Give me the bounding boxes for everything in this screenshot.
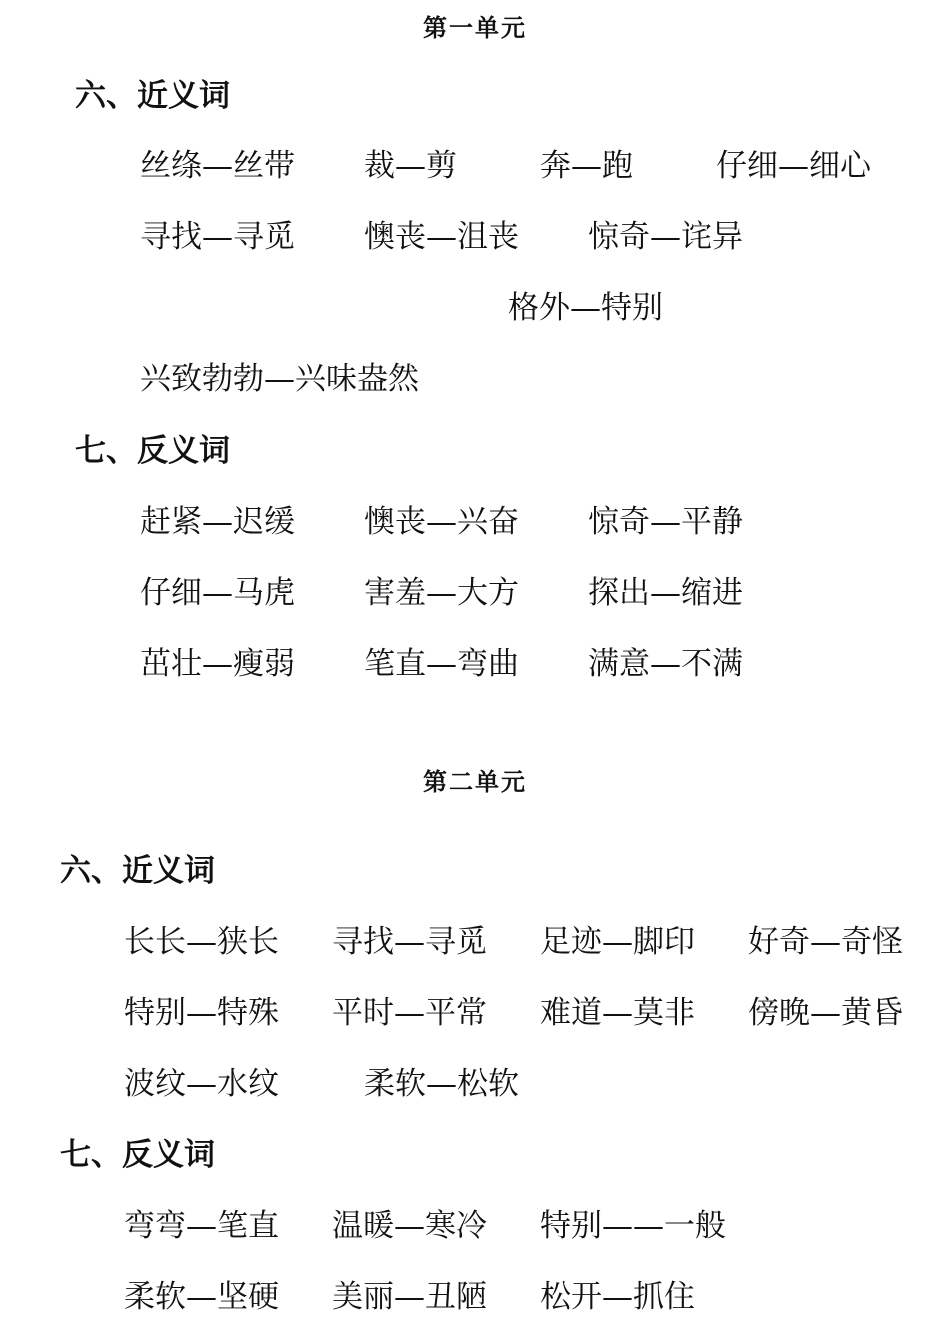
unit-2-synonym-pair: 寻找—寻觅 (332, 924, 487, 960)
unit-1-antonym-pair: 赶紧—迟缓 (140, 504, 295, 540)
unit-2-antonym-pair: 特别——一般 (540, 1208, 726, 1244)
unit-1-synonym-pair: 惊奇—诧异 (588, 219, 743, 255)
unit-2-synonyms-heading: 六、近义词 (60, 853, 215, 889)
unit-1-antonym-pair: 满意—不满 (588, 646, 743, 682)
unit-1-synonym-pair: 丝绦—丝带 (140, 148, 295, 184)
unit-2-antonym-pair: 松开—抓住 (540, 1279, 695, 1315)
unit-2-antonyms-heading: 七、反义词 (60, 1137, 215, 1173)
unit-2-synonym-pair: 特别—特殊 (124, 995, 279, 1031)
unit-1-antonym-pair: 害羞—大方 (364, 575, 519, 611)
unit-2-synonym-pair: 好奇—奇怪 (748, 924, 903, 960)
unit-1-antonym-pair: 笔直—弯曲 (364, 646, 519, 682)
unit-2-synonym-pair: 难道—莫非 (540, 995, 695, 1031)
unit-1-synonym-pair: 寻找—寻觅 (140, 219, 295, 255)
unit-1-title: 第一单元 (423, 13, 527, 42)
unit-1-antonym-pair: 惊奇—平静 (588, 504, 743, 540)
unit-1-synonyms-heading: 六、近义词 (75, 78, 230, 114)
unit-1-synonym-pair: 兴致勃勃—兴味盎然 (140, 361, 419, 397)
unit-1-antonym-pair: 仔细—马虎 (140, 575, 295, 611)
unit-2-synonym-pair: 波纹—水纹 (124, 1066, 279, 1102)
unit-2-antonym-pair: 柔软—坚硬 (124, 1279, 279, 1315)
unit-2-synonym-pair: 柔软—松软 (364, 1066, 519, 1102)
unit-2-antonym-pair: 美丽—丑陋 (332, 1279, 487, 1315)
unit-2-synonym-pair: 足迹—脚印 (540, 924, 695, 960)
unit-1-synonym-pair: 懊丧—沮丧 (364, 219, 519, 255)
unit-2-synonym-pair: 长长—狭长 (124, 924, 279, 960)
unit-1-synonym-pair: 格外—特别 (508, 290, 663, 326)
unit-2-antonym-pair: 弯弯—笔直 (124, 1208, 279, 1244)
unit-1-antonym-pair: 懊丧—兴奋 (364, 504, 519, 540)
unit-1-antonym-pair: 茁壮—瘦弱 (140, 646, 295, 682)
unit-2-synonym-pair: 平时—平常 (332, 995, 487, 1031)
unit-2-antonym-pair: 温暖—寒冷 (332, 1208, 487, 1244)
unit-2-synonym-pair: 傍晚—黄昏 (748, 995, 903, 1031)
unit-1-synonym-pair: 仔细—细心 (716, 148, 871, 184)
unit-1-antonym-pair: 探出—缩进 (588, 575, 743, 611)
unit-1-synonym-pair: 裁—剪 (364, 148, 457, 184)
unit-2-title: 第二单元 (423, 767, 527, 796)
unit-1-synonym-pair: 奔—跑 (540, 148, 633, 184)
unit-1-antonyms-heading: 七、反义词 (75, 433, 230, 469)
